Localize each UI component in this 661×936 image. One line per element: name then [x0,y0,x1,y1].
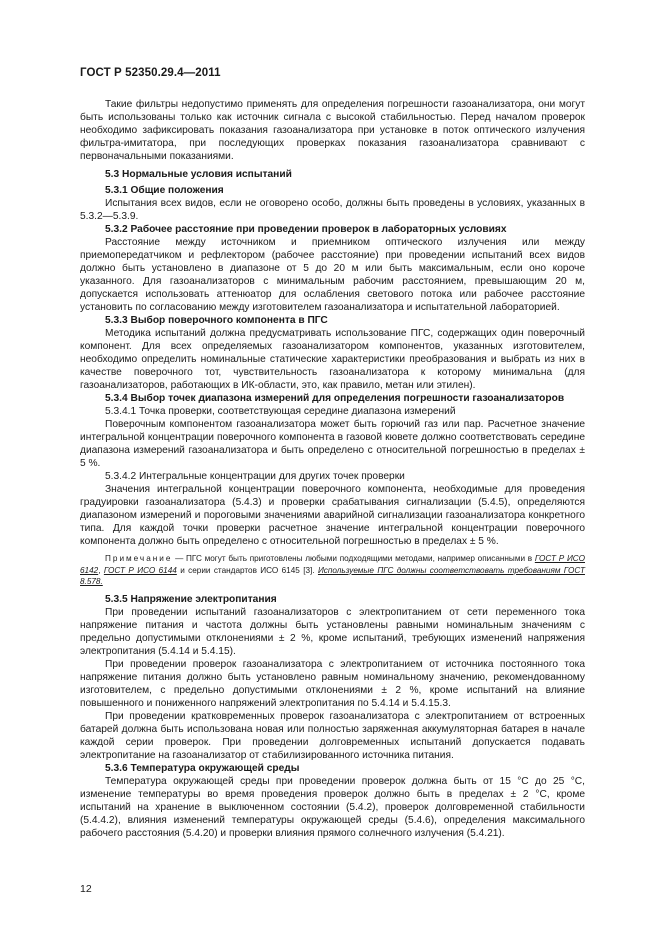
document-header: ГОСТ Р 52350.29.4—2011 [80,67,221,79]
reference-link: ГОСТ Р ИСО 6144 [103,565,177,575]
paragraph: При проведении испытаний газоанализаторов с электропитанием от сети переменного тока напряжение питания и частота должны быть установлены равными номинальным значениям с предельно допустимыми отклонениями ± 2 %, кроме испытаний, требующих изменений напряжения электропитания (5.4.14 и 5.4.15). [80,606,585,657]
paragraph: Температура окружающей среды при проведении проверок должна быть от 15 °С до 25 °С, изменение температуры во время проведения проверок должно быть в пределах ± 2 °С, кроме испытаний на хранение в выключенном состоянии (5.4.2), проверок долговременной стабильности (5.4.4.2), влияния изменений температуры окружающей среды (5.4.6), определения максимального рабочего расстояния (5.4.20) и проверки влияния прямого солнечного излучения (5.4.21). [80,775,585,839]
paragraph: Методика испытаний должна предусматривать использование ПГС, содержащих один поверочный компонент. Для всех определяемых газоанализатором компонентов, указанных изготовителем, необходимо определить номинальные статические характеристики преобразования и выбрать из них в качестве поверочного тот, чувствительность газоанализатора к которому минимальна (для газоанализаторов, работающих в ИК-области, это, как правило, метан или этилен). [80,328,585,391]
note-text: — ПГС могут быть приготовлены любыми подходящими методами, например описанными в [172,554,535,563]
subsection-title: 5.3.4.1 Точка проверки, соответствующая середине диапазона измерений [105,406,456,417]
note-label: Примечание [105,554,173,563]
section-heading: 5.3.3 Выбор поверочного компонента в ПГС [105,315,328,326]
paragraph: Значения интегральной концентрации поверочного компонента, необходимые для проведения градуировки газоанализатора (5.4.3) и проверки срабатывания сигнализации (5.4.5), определяются диапазоном измерений и пороговыми значениями аварийной сигнализации газоанализатора конкретного типа. Для каждой точки проверки расчетное значение интегральной концентрации поверочного компонента должно быть определено с относительной погрешностью в пределах ± 5 %. [80,484,585,547]
reference-link: ГОСТ Р ИСО 6142 [80,554,585,575]
paragraph: Такие фильтры недопустимо применять для определения погрешности газоанализатора, они могут быть использованы только как источник сигнала с высокой стабильностью. Перед началом проверок необходимо зафиксировать показания газоанализатора при установке в поток оптического излучения фильтра-имитатора, при последующих проверках показания газоанализатора сравнивают с первоначальными показаниями. [80,99,585,162]
section-heading: 5.3.5 Напряжение электропитания [105,593,277,605]
note-text: и серии стандартов ИСО 6145 [3]. [176,565,318,575]
section-heading: 5.3.2 Рабочее расстояние при проведении проверок в лабораторных условиях [105,224,507,235]
paragraph: При проведении проверок газоанализатора с электропитанием от источника постоянного тока напряжение питания должно быть установлено равным номинальному значению, рекомендованному изготовителем, с предельно допустимыми отклонениями ± 2 %, кроме испытаний на влияние повышенного и пониженного напряжений электропитания по 5.4.14 и 5.4.15.3. [80,658,585,709]
page-body [80,98,585,840]
note-italic-text: Используемые ПГС должны соответствовать требованиям ГОСТ 8.578. [80,565,585,586]
section-heading: 5.3.6 Температура окружающей среды [105,762,300,774]
subsection-title: 5.3.4.2 Интегральные концентрации для других точек проверки [105,471,405,482]
paragraph: Поверочным компонентом газоанализатора может быть горючий газ или пар. Расчетное значение интегральной концентрации поверочного компонента в газовой кювете должно соответствовать середине диапазона измерений газоанализатора и быть определено с относительной погрешностью в пределах ± 5 %. [80,419,585,469]
section-heading: 5.3.1 Общие положения [105,185,224,196]
section-heading: 5.3 Нормальные условия испытаний [105,169,292,180]
note-text: , [98,565,104,575]
paragraph: Расстояние между источником и приемником оптического излучения или между приемопередатчиком и рефлектором (рабочее расстояние) при проведении испытаний всех видов должно быть установлено в диапазоне от 5 до 20 м или быть максимальным, если оно короче указанного. Для газоанализаторов с минимальным рабочим расстоянием, превышающим 20 м, допускается использовать аттенюатор для ослабления светового потока или рабочее расстояние установить по согласованию между изготовителем газоанализатора и испытательной лабораторией. [80,237,585,313]
note [80,553,585,588]
page-number: 12 [80,883,92,895]
paragraph: При проведении кратковременных проверок газоанализатора с электропитанием от встроенных батарей должна быть использована новая или полностью заряженная аккумуляторная батарея в начале каждой серии проверок. При проведении долговременных испытаний допускается подавать электропитание на газоанализатор от стабилизированного источника питания. [80,710,585,761]
paragraph: Испытания всех видов, если не оговорено особо, должны быть проведены в условиях, указанных в 5.3.2—5.3.9. [80,198,585,222]
section-heading: 5.3.4 Выбор точек диапазона измерений для определения погрешности газоанализаторов [105,393,565,404]
